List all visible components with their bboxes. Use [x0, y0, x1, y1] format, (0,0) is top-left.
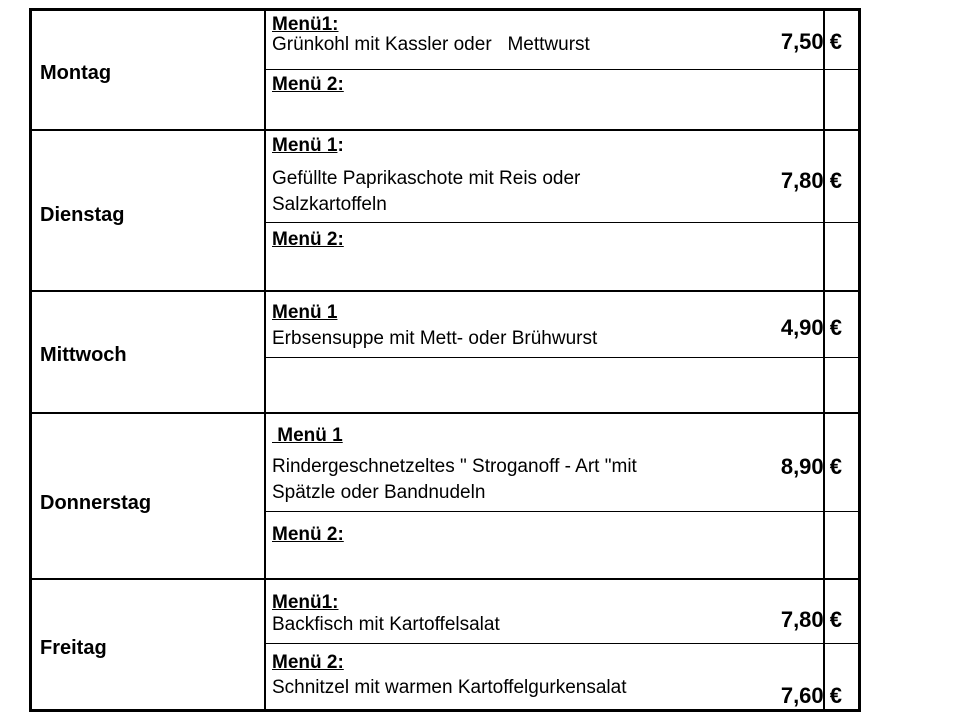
menu-header-donnerstag-2: Menü 2: [272, 524, 344, 545]
menu-header-freitag-2: Menü 2: [272, 652, 344, 673]
menu-divider-mittwoch [264, 357, 858, 358]
column-divider-day [264, 11, 266, 709]
menu-dish-freitag-1: Backfisch mit Kartoffelsalat [272, 614, 500, 635]
menu-dish-dienstag-1-line1: Gefüllte Paprikaschote mit Reis oder [272, 168, 581, 189]
menu-header-dienstag-2: Menü 2: [272, 229, 344, 250]
day-label-montag: Montag [40, 62, 112, 84]
menu-dish-mittwoch-1: Erbsensuppe mit Mett- oder Brühwurst [272, 328, 598, 349]
row-divider-dienstag [32, 290, 858, 292]
row-divider-donnerstag [32, 578, 858, 580]
menu-dish-donnerstag-1-line1: Rindergeschnetzeltes " Stroganoff - Art "mit [272, 456, 637, 477]
menu-header-donnerstag-1: Menü 1 [272, 425, 343, 446]
menu-divider-freitag [264, 643, 858, 644]
menu-header-dienstag-1: Menü 1: [272, 135, 344, 156]
day-label-donnerstag: Donnerstag [40, 492, 152, 514]
menu-header-montag-2: Menü 2: [272, 74, 344, 95]
menu-header-freitag-1: Menü1: [272, 592, 339, 613]
menu-header-montag-1: Menü1: [272, 14, 339, 35]
day-label-dienstag: Dienstag [40, 204, 125, 226]
day-label-freitag: Freitag [40, 637, 107, 659]
menu-dish-dienstag-1-line2: Salzkartoffeln [272, 194, 387, 215]
menu-dish-montag-1: Grünkohl mit Kassler oder Mettwurst [272, 34, 590, 55]
day-label-mittwoch: Mittwoch [40, 344, 127, 366]
menu-header-mittwoch-1: Menü 1 [272, 302, 338, 323]
menu-divider-dienstag [264, 222, 858, 223]
row-divider-mittwoch [32, 412, 858, 414]
menu-divider-montag [264, 69, 858, 70]
column-divider-price [823, 11, 825, 709]
menu-dish-donnerstag-1-line2: Spätzle oder Bandnudeln [272, 482, 486, 503]
menu-divider-donnerstag [264, 511, 858, 512]
weekly-menu-table: Montag Menü1: Grünkohl mit Kassler oder Mettwurst 7,50 € Menü 2: Dienstag Menü 1: Gefüllte Paprikaschote mit Reis oder Salzkartoffeln 7,80 € Menü 2: Mittwoch Menü 1 Erbsensuppe mit Mett- oder Brühwurst 4,90 € Donnerstag Menü 1 Rindergeschnetzeltes " Stroganoff - Art "mit Spätzle oder Bandnudeln 8,90 € Menü 2: Freitag Menü1: Backfisch mit Kartoffelsalat 7,80 € Menü 2: Schnitzel mit warmen Kartoffelgurkensalat 7,60 € [29, 8, 861, 712]
row-divider-montag [32, 129, 858, 131]
menu-dish-freitag-2: Schnitzel mit warmen Kartoffelgurkensalat [272, 677, 627, 698]
